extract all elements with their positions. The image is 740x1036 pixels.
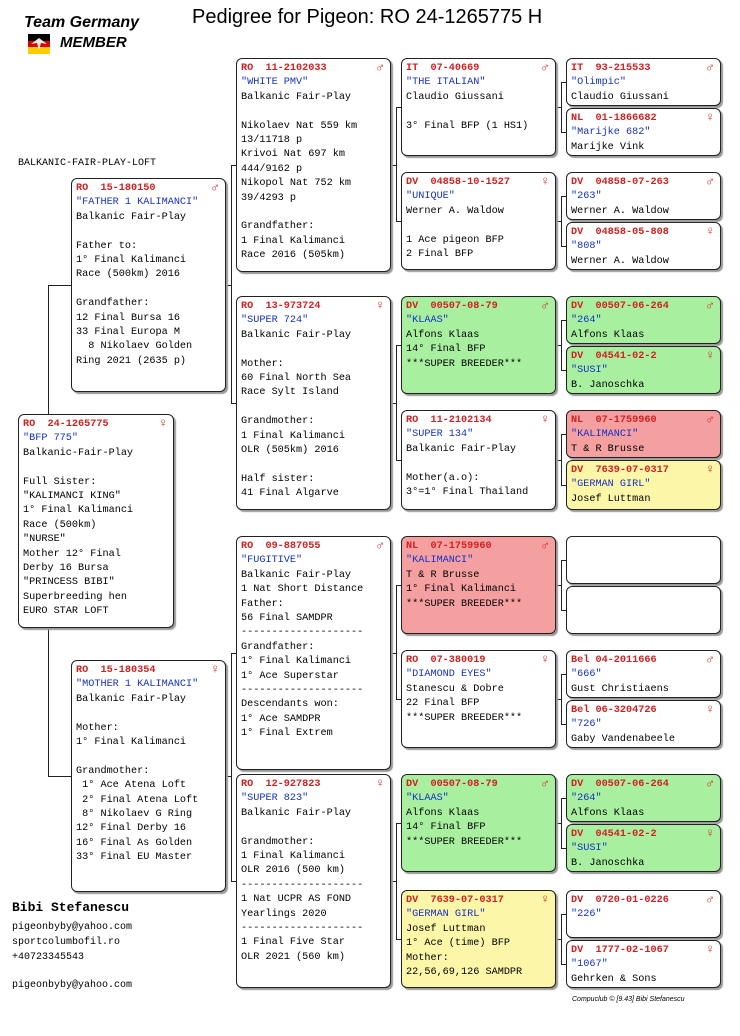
pigeon-info-line: "PRINCESS BIBI"	[23, 577, 115, 589]
pigeon-info-line: 41 Final Algarve	[241, 488, 339, 500]
pigeon-name: "263"	[571, 191, 602, 203]
pigeon-card-g6	[566, 346, 721, 394]
pigeon-info-line: Mother 12° Final	[23, 548, 121, 560]
pedigree-connector-line	[561, 674, 562, 724]
pigeon-info-line: Grandmother:	[241, 416, 315, 428]
page-title: Pedigree for Pigeon: RO 24-1265775 H	[192, 6, 543, 28]
pigeon-card-fm	[236, 296, 391, 510]
pigeon-info-line: Superbreeding hen	[23, 591, 127, 603]
female-symbol-icon: ♀	[706, 942, 714, 957]
ring-number: Bel 06-3204726	[571, 705, 657, 716]
male-symbol-icon: ♂	[376, 538, 384, 553]
female-symbol-icon: ♀	[541, 174, 549, 189]
pigeon-info-line: 1° Ace Atena Loft	[76, 780, 187, 792]
pigeon-card-g1	[566, 58, 721, 106]
pigeon-info-line: 1° Final Kalimanci	[241, 656, 352, 668]
pigeon-info-line: B. Janoschka	[571, 857, 645, 869]
ring-number: DV 04541-02-2	[571, 351, 657, 362]
male-symbol-icon: ♂	[706, 892, 714, 907]
pigeon-info-line	[406, 105, 551, 119]
male-symbol-icon: ♂	[706, 412, 714, 427]
loft-name: BALKANIC-FAIR-PLAY-LOFT	[18, 158, 157, 169]
pigeon-info-line: Stanescu & Dobre	[406, 683, 504, 695]
pigeon-name: "Olimpic"	[571, 77, 627, 89]
pigeon-info-line: Mother:	[406, 952, 449, 964]
pigeon-name: "KALIMANCI"	[406, 555, 474, 567]
pigeon-info-line: "NURSE"	[23, 534, 66, 546]
pigeon-info-line: 8° Nikolaev G Ring	[76, 809, 193, 821]
pigeon-info-line: 1 Final Kalimanci	[241, 430, 345, 442]
pigeon-info-line	[241, 105, 386, 119]
ring-number: RO 12-927823	[241, 779, 321, 790]
pigeon-info-line: ***SUPER BREEDER***	[406, 836, 523, 848]
pigeon-info-line	[23, 461, 169, 475]
pigeon-info-line: 1 Final Kalimanci	[241, 235, 345, 247]
pedigree-connector-line	[396, 107, 397, 221]
pigeon-info-line: Gehrken & Sons	[571, 973, 657, 985]
pigeon-info-line: Half sister:	[241, 473, 315, 485]
pedigree-connector-line	[231, 653, 232, 881]
pigeon-name: "WHITE PMV"	[241, 77, 309, 89]
pigeon-name: "GERMAN GIRL"	[406, 909, 486, 921]
female-symbol-icon: ♀	[376, 298, 384, 313]
pigeon-info-line: ***SUPER BREEDER***	[406, 712, 523, 724]
pigeon-info-line	[406, 457, 551, 471]
female-symbol-icon: ♀	[706, 348, 714, 363]
pigeon-card-mmm	[401, 890, 556, 988]
female-symbol-icon: ♀	[706, 110, 714, 125]
pigeon-card-mother	[71, 660, 226, 892]
pigeon-card-g13	[566, 774, 721, 822]
pigeon-card-g10	[566, 586, 721, 634]
pigeon-name: "MOTHER 1 KALIMANCI"	[76, 679, 199, 691]
pigeon-info-line: 22 Final BFP	[406, 698, 480, 710]
pedigree-connector-line	[561, 560, 562, 610]
female-symbol-icon: ♀	[211, 662, 219, 677]
pigeon-info-line: Alfons Klaas	[571, 807, 645, 819]
pigeon-info-line: 14° Final BFP	[406, 822, 486, 834]
pedigree-connector-line	[396, 345, 397, 460]
male-symbol-icon: ♂	[706, 652, 714, 667]
pigeon-card-g12	[566, 700, 721, 748]
team-germany-logo	[20, 14, 170, 60]
pedigree-connector-line	[48, 628, 49, 776]
male-symbol-icon: ♂	[541, 298, 549, 313]
male-symbol-icon: ♂	[211, 180, 219, 195]
pigeon-info-line: 1° Ace (time) BFP	[406, 938, 510, 950]
pedigree-connector-line	[561, 434, 562, 485]
pigeon-info-line: Alfons Klaas	[406, 329, 480, 341]
pigeon-info-line: Grandfather:	[241, 221, 315, 233]
pigeon-name: "726"	[571, 719, 602, 731]
pigeon-info-line: Balkanic Fair-Play	[241, 569, 352, 581]
pigeon-info-line: Werner A. Waldow	[571, 255, 669, 267]
ring-number: RO 11-2102134	[406, 415, 492, 426]
ring-number: DV 04858-05-808	[571, 227, 669, 238]
pigeon-info-line: 33 Final Europa M	[76, 327, 180, 339]
pigeon-info-line: 1° Final Kalimanci	[23, 505, 134, 517]
ring-number: RO 13-973724	[241, 301, 321, 312]
ring-number: RO 11-2102033	[241, 63, 327, 74]
ring-number: IT 07-40669	[406, 63, 480, 74]
pigeon-info-line: 2° Final Atena Loft	[76, 794, 199, 806]
pigeon-card-ffm	[401, 172, 556, 270]
pigeon-info-line: Balkanic Fair-Play	[241, 807, 352, 819]
pigeon-info-line: Claudio Giussani	[571, 91, 669, 103]
pedigree-connector-line	[561, 320, 562, 370]
pigeon-info-line: Nikolaev Nat 559 km	[241, 120, 358, 132]
pigeon-info-line: 56 Final SAMDPR	[241, 613, 333, 625]
male-symbol-icon: ♂	[706, 298, 714, 313]
pigeon-info-line: Mother(a.o):	[406, 472, 480, 484]
pigeon-info-line: 1 Nat Short Distance	[241, 584, 364, 596]
pigeon-info-line: 3°=1° Final Thailand	[406, 487, 529, 499]
pigeon-info-line: T & R Brusse	[571, 443, 645, 455]
pigeon-name: "226"	[571, 909, 602, 921]
pigeon-card-mmf	[401, 774, 556, 872]
owner-email: pigeonbyby@yahoo.com	[12, 922, 133, 933]
pigeon-card-g16	[566, 940, 721, 988]
ring-number: IT 93-215533	[571, 63, 651, 74]
pigeon-info-line	[241, 821, 386, 835]
pigeon-info-line: 60 Final North Sea	[241, 373, 352, 385]
pigeon-info-line: 1° Final Kalimanci	[76, 737, 187, 749]
pigeon-info-line: Josef Luttman	[406, 923, 486, 935]
pigeon-info-line: --------------------	[241, 923, 364, 935]
pigeon-info-line: --------------------	[241, 627, 364, 639]
pigeon-card-g15	[566, 890, 721, 938]
owner-email-2: pigeonbyby@yahoo.com	[12, 980, 133, 991]
pigeon-info-line: Grandfather:	[241, 641, 315, 653]
pigeon-info-line: 8 Nikolaev Golden	[76, 341, 193, 353]
pigeon-name: "THE ITALIAN"	[406, 77, 486, 89]
pigeon-info-line: 1° Final Extrem	[241, 728, 333, 740]
pigeon-card-fmm	[401, 410, 556, 510]
pigeon-info-line: 2 Final BFP	[406, 249, 474, 261]
pigeon-card-g4	[566, 222, 721, 270]
pigeon-info-line: Father:	[241, 598, 284, 610]
male-symbol-icon: ♂	[706, 60, 714, 75]
pigeon-info-line: Race Sylt Island	[241, 387, 339, 399]
pigeon-info-line: Balkanic-Fair-Play	[23, 447, 134, 459]
pigeon-info-line: 16° Final As Golden	[76, 837, 193, 849]
ring-number: RO 24-1265775	[23, 419, 109, 430]
pigeon-card-g7	[566, 410, 721, 458]
pedigree-connector-line	[396, 585, 397, 699]
pigeon-name: "808"	[571, 241, 602, 253]
pigeon-info-line: 12 Final Bursa 16	[76, 312, 180, 324]
pigeon-info-line: Balkanic Fair-Play	[241, 329, 352, 341]
pigeon-card-g2	[566, 108, 721, 156]
pigeon-info-line: Yearlings 2020	[241, 908, 327, 920]
pigeon-info-line	[76, 707, 221, 721]
pigeon-name: "GERMAN GIRL"	[571, 479, 651, 491]
pigeon-info-line: Marijke Vink	[571, 141, 645, 153]
pigeon-info-line: 444/9162 p	[241, 163, 303, 175]
ring-number: Bel 04-2011666	[571, 655, 657, 666]
ring-number: DV 00507-08-79	[406, 301, 498, 312]
pigeon-info-line: OLR 2021 (560 km)	[241, 951, 345, 963]
pigeon-info-line: 1° Final Kalimanci	[406, 584, 517, 596]
pigeon-info-line: 1 Final Five Star	[241, 937, 345, 949]
male-symbol-icon: ♂	[541, 60, 549, 75]
ring-number: DV 00507-06-264	[571, 779, 669, 790]
ring-number: DV 7639-07-0317	[571, 465, 669, 476]
pigeon-info-line: Werner A. Waldow	[406, 205, 504, 217]
pigeon-info-line: 3° Final BFP (1 HS1)	[406, 120, 529, 132]
pigeon-info-line: Race (500km) 2016	[76, 269, 180, 281]
ring-number: RO 15-180354	[76, 665, 156, 676]
male-symbol-icon: ♂	[706, 174, 714, 189]
ring-number: DV 04858-07-263	[571, 177, 669, 188]
pigeon-info-line: Mother:	[76, 722, 119, 734]
pigeon-info-line: ***SUPER BREEDER***	[406, 598, 523, 610]
pigeon-name: "DIAMOND EYES"	[406, 669, 492, 681]
pigeon-card-mm	[236, 774, 391, 988]
ring-number: RO 09-887055	[241, 541, 321, 552]
ring-number: DV 7639-07-0317	[406, 895, 504, 906]
pigeon-info-line	[241, 401, 386, 415]
pigeon-info-line	[241, 458, 386, 472]
pigeon-info-line: Grandfather:	[76, 298, 150, 310]
pigeon-name: "SUPER 134"	[406, 429, 474, 441]
pigeon-info-line: 1° Final Kalimanci	[76, 255, 187, 267]
pigeon-info-line: Balkanic Fair-Play	[241, 91, 352, 103]
pigeon-name: "264"	[571, 793, 602, 805]
pigeon-name: "KLAAS"	[406, 315, 449, 327]
pigeon-card-g8	[566, 460, 721, 510]
pigeon-info-line	[241, 343, 386, 357]
pedigree-connector-line	[48, 776, 71, 777]
pigeon-name: "1067"	[571, 959, 608, 971]
ring-number: DV 0720-01-0226	[571, 895, 669, 906]
female-symbol-icon: ♀	[159, 416, 167, 431]
pigeon-info-line: 14° Final BFP	[406, 344, 486, 356]
female-symbol-icon: ♀	[376, 776, 384, 791]
female-symbol-icon: ♀	[706, 702, 714, 717]
pigeon-info-line: Josef Luttman	[571, 493, 651, 505]
pigeon-card-g14	[566, 824, 721, 872]
pigeon-info-line: 13/11718 p	[241, 135, 303, 147]
pigeon-card-fmf	[401, 296, 556, 394]
pedigree-connector-line	[231, 165, 232, 403]
female-symbol-icon: ♀	[706, 224, 714, 239]
pigeon-info-line: Balkanic Fair-Play	[76, 211, 187, 223]
owner-phone: +40723345543	[12, 952, 85, 963]
pigeon-info-line	[406, 219, 551, 233]
pigeon-info-line	[241, 206, 386, 220]
pigeon-name: "UNIQUE"	[406, 191, 455, 203]
pigeon-info-line: EURO STAR LOFT	[23, 606, 109, 618]
pigeon-card-g11	[566, 650, 721, 698]
pigeon-name: "SUSI"	[571, 843, 608, 855]
pigeon-name: "Marijke 682"	[571, 127, 651, 139]
pigeon-info-line: Ring 2021 (2635 p)	[76, 355, 187, 367]
pigeon-info-line: 1 Ace pigeon BFP	[406, 234, 504, 246]
female-symbol-icon: ♀	[541, 412, 549, 427]
pigeon-info-line	[76, 283, 221, 297]
pigeon-info-line	[76, 225, 221, 239]
pedigree-connector-line	[396, 823, 397, 939]
software-credit: Compuclub © [9.43] Bibi Stefanescu	[572, 996, 685, 1003]
pigeon-name: "KALIMANCI"	[571, 429, 639, 441]
pigeon-name: "SUPER 724"	[241, 315, 309, 327]
pigeon-info-line: "KALIMANCI KING"	[23, 491, 121, 503]
pigeon-info-line: OLR 2016 (500 km)	[241, 865, 345, 877]
pigeon-info-line: --------------------	[241, 879, 364, 891]
pigeon-name: "FUGITIVE"	[241, 555, 303, 567]
pigeon-card-subject	[18, 414, 174, 628]
pedigree-connector-line	[48, 285, 49, 414]
pigeon-card-g3	[566, 172, 721, 220]
ring-number: DV 00507-06-264	[571, 301, 669, 312]
female-symbol-icon: ♀	[706, 462, 714, 477]
pigeon-info-line: Grandmother:	[241, 836, 315, 848]
pigeon-card-ff	[236, 58, 391, 272]
ring-number: NL 07-1759960	[406, 541, 492, 552]
male-symbol-icon: ♂	[541, 776, 549, 791]
pigeon-info-line: Derby 16 Bursa	[23, 563, 109, 575]
pigeon-card-mfm	[401, 650, 556, 748]
pedigree-connector-line	[561, 914, 562, 964]
ring-number: RO 07-380019	[406, 655, 486, 666]
logo-line2: MEMBER	[60, 34, 127, 51]
male-symbol-icon: ♂	[541, 538, 549, 553]
pigeon-info-line: Grandmother:	[76, 765, 150, 777]
pigeon-info-line: Descendants won:	[241, 699, 339, 711]
pedigree-connector-line	[48, 285, 71, 286]
male-symbol-icon: ♂	[376, 60, 384, 75]
female-symbol-icon: ♀	[541, 652, 549, 667]
pigeon-info-line: Race 2016 (505km)	[241, 250, 345, 262]
pigeon-info-line: Claudio Giussani	[406, 91, 504, 103]
pigeon-name: "264"	[571, 315, 602, 327]
ring-number: NL 07-1759960	[571, 415, 657, 426]
owner-name: Bibi Stefanescu	[12, 900, 130, 915]
ring-number: DV 04541-02-2	[571, 829, 657, 840]
pigeon-info-line: 1° Ace SAMDPR	[241, 713, 321, 725]
female-symbol-icon: ♀	[541, 892, 549, 907]
pigeon-info-line: Balkanic Fair-Play	[406, 443, 517, 455]
logo-line1: Team Germany	[24, 14, 140, 31]
pigeon-info-line: --------------------	[241, 685, 364, 697]
pigeon-info-line: 1 Final Kalimanci	[241, 851, 345, 863]
ring-number: RO 15-180150	[76, 183, 156, 194]
pigeon-info-line: Krivoi Nat 697 km	[241, 149, 345, 161]
pigeon-card-mff	[401, 536, 556, 634]
pigeon-info-line: Werner A. Waldow	[571, 205, 669, 217]
pigeon-card-mf	[236, 536, 391, 770]
pigeon-info-line: Mother:	[241, 358, 284, 370]
pigeon-info-line: Race (500km)	[23, 519, 97, 531]
pigeon-info-line	[76, 750, 221, 764]
pedigree-connector-line	[561, 798, 562, 848]
pigeon-info-line: 1° Ace Superstar	[241, 670, 339, 682]
pigeon-info-line: 33° Final EU Master	[76, 852, 193, 864]
ring-number: NL 01-1866682	[571, 113, 657, 124]
pigeon-card-father	[71, 178, 226, 392]
pigeon-info-line: Alfons Klaas	[571, 329, 645, 341]
pigeon-info-line: Full Sister:	[23, 476, 97, 488]
pigeon-name: "BFP 775"	[23, 433, 79, 445]
pigeon-card-g5	[566, 296, 721, 344]
pigeon-info-line: Gust Christiaens	[571, 683, 669, 695]
pigeon-info-line: OLR (505km) 2016	[241, 445, 339, 457]
pigeon-info-line: Gaby Vandenabeele	[571, 733, 675, 745]
pigeon-info-line: 39/4293 p	[241, 192, 297, 204]
pigeon-info-line: Balkanic Fair-Play	[76, 693, 187, 705]
pigeon-info-line: 1 Nat UCPR AS FOND	[241, 894, 352, 906]
pedigree-connector-line	[561, 196, 562, 246]
owner-site: sportcolumbofil.ro	[12, 937, 121, 948]
pigeon-info-line: Nikopol Nat 752 km	[241, 178, 352, 190]
eagle-flag-icon	[28, 34, 50, 54]
ring-number: DV 00507-08-79	[406, 779, 498, 790]
pigeon-name: "SUPER 823"	[241, 793, 309, 805]
ring-number: DV 04858-10-1527	[406, 177, 510, 188]
pigeon-info-line: Alfons Klaas	[406, 807, 480, 819]
pigeon-info-line: 12° Final Derby 16	[76, 823, 187, 835]
pigeon-info-line: 22,56,69,126 SAMDPR	[406, 967, 523, 979]
ring-number: DV 1777-02-1067	[571, 945, 669, 956]
pedigree-connector-line	[561, 82, 562, 132]
pigeon-card-fff	[401, 58, 556, 156]
pigeon-card-g9	[566, 536, 721, 584]
pigeon-info-line: B. Janoschka	[571, 379, 645, 391]
pigeon-info-line: ***SUPER BREEDER***	[406, 358, 523, 370]
pigeon-name: "KLAAS"	[406, 793, 449, 805]
female-symbol-icon: ♀	[706, 826, 714, 841]
pigeon-name: "SUSI"	[571, 365, 608, 377]
pigeon-name: "666"	[571, 669, 602, 681]
male-symbol-icon: ♂	[706, 776, 714, 791]
pigeon-info-line: Father to:	[76, 240, 138, 252]
pigeon-name: "FATHER 1 KALIMANCI"	[76, 197, 199, 209]
pigeon-info-line: T & R Brusse	[406, 569, 480, 581]
